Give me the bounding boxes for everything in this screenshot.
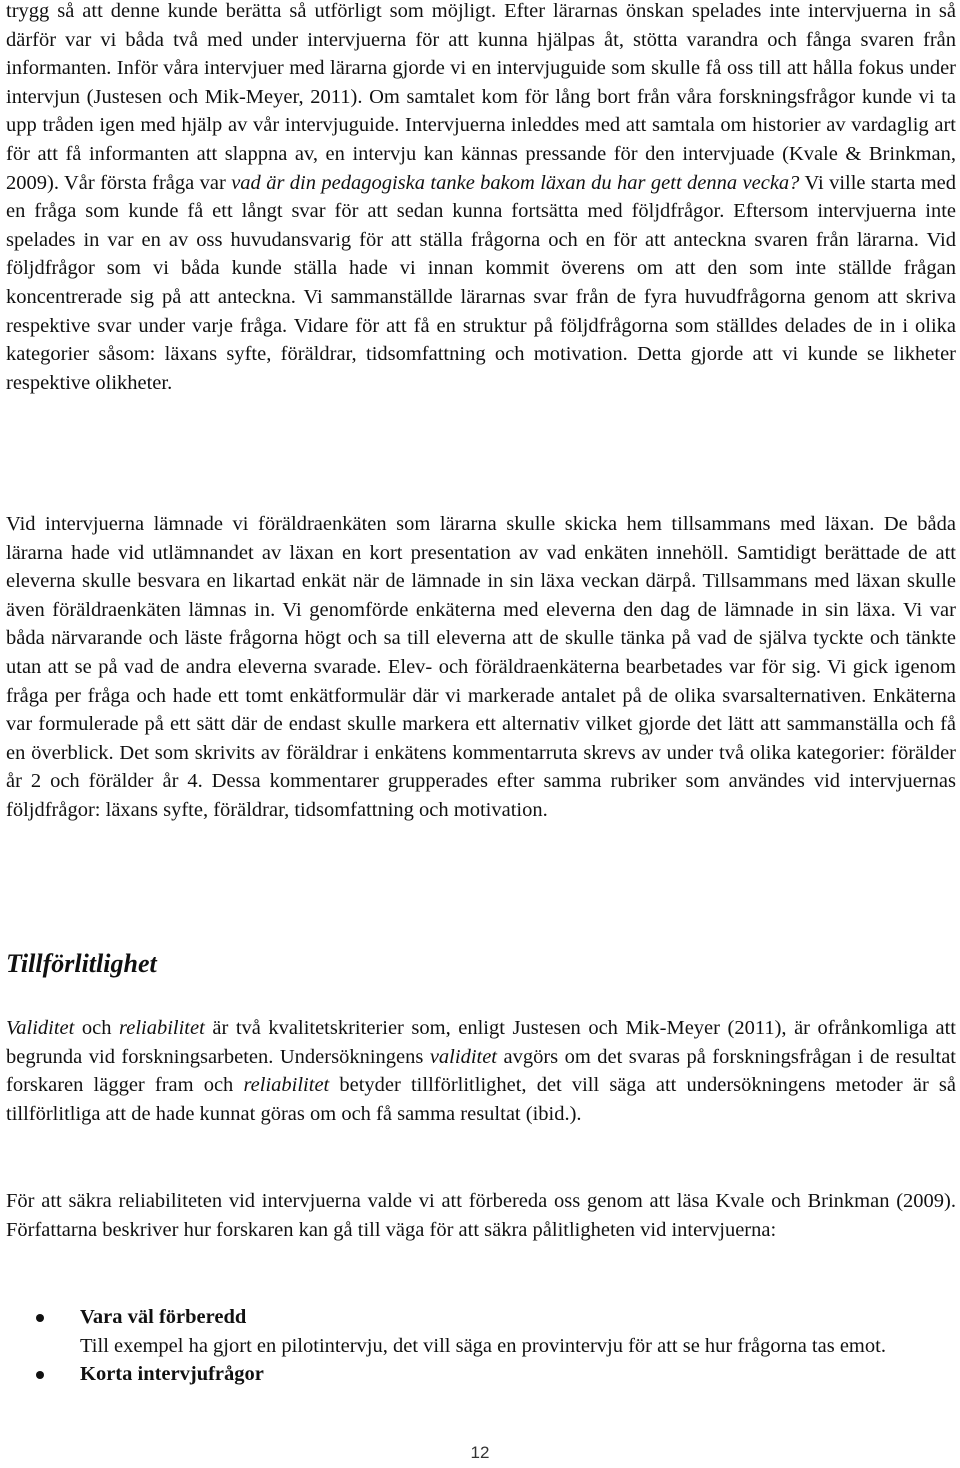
- bullet-list: [6, 1303, 956, 1389]
- term-italic: reliabilitet: [119, 1017, 205, 1039]
- paragraph-text: avgörs om det svaras på forskningsfrågan i de resultat forskaren lägger fram och: [6, 1045, 956, 1097]
- paragraph-reliability-interviews: För att säkra reliabiliteten vid intervjuerna valde vi att förbereda oss genom att läsa Kvale och Brinkman (2009). Författarna beskriver hur forskaren kan gå till väga för att säkra pålitligheten vid intervjuerna:: [6, 1190, 956, 1241]
- interview-question-italic: vad är din pedagogiska tanke bakom läxan du har gett denna vecka?: [231, 171, 800, 194]
- term-italic: validitet: [429, 1045, 498, 1068]
- page-number: 12: [470, 1443, 490, 1462]
- paragraph-text: betyder tillförlitlighet, det vill säga att undersökningens metoder är så tillförlitliga att de hade kunnat göras om och få samma resultat (ibid.).: [6, 1074, 956, 1125]
- list-item-title: Korta intervjufrågor: [80, 1363, 264, 1386]
- paragraph-surveys: Vid intervjuerna lämnade vi föräldraenkäten som lärarna skulle skicka hem tillsammans med läxan. De båda lärarna hade vid utlämnandet av läxan en kort presentation av vad enkäten innehöll. Samtidigt berättade de att eleverna skulle besvara en likartad enkät när de lämnade in sin läxa veckan därpå. Tillsammans med läxan skulle även föräldraenkäten lämnas in. Vi genomförde enkäterna med eleverna den dag de lämnade in sin läxa. Vi var båda närvarande och läste frågorna högt och sa till eleverna att de skulle tänka på vad de själva tyckte och tänkte utan att se på vad de andra eleverna svarade. Elev- och föräldraenkäterna bearbetades var för sig. Vi gick igenom fråga per fråga och hade ett tomt enkätformulär där vi markerade antalet på de olika svarsalternativen. Enkäterna var formulerade på ett sätt där de endast skulle markera ett alternativ vilket gjorde det lätt att sammanställa och få en överblick. Det som skrivits av föräldrar i enkätens kommentarruta skrevs av under två olika kategorier: förälder år 2 och förälder år 4. Dessa kommentarer grupperades efter samma rubriker som användes vid intervjuernas följdfrågor: läxans syfte, föräldrar, tidsomfattning och motivation.: [6, 513, 956, 821]
- paragraph-validity-reliability: [6, 1014, 956, 1128]
- list-item-title: Vara väl förberedd: [80, 1306, 247, 1328]
- term-italic: reliabilitet: [243, 1074, 330, 1097]
- paragraph-text: är två kvalitetskriterier som, enligt Justesen och Mik-Meyer (2011), är ofrånkomliga att begrunda vid forskningsarbeten. Undersökningens: [6, 1017, 956, 1068]
- paragraph-method-interviews: [6, 0, 956, 397]
- paragraph-text: trygg så att denne kunde berätta så utförligt som möjligt. Efter lärarnas önskan spelades inte intervjuerna in så därför var vi båda två med under intervjuerna för att kunna hjälpas åt, stötta varandra och fånga svaren från informanten. Inför våra intervjuer med lärarna gjorde vi en intervjuguide som skulle få oss till att hålla fokus under intervjun (Justesen och Mik-Meyer, 2011). Om samtalet kom för lång bort från våra forskningsfrågor kunde vi ta upp tråden igen med hjälp av vår intervjuguide. Intervjuerna inleddes med att samtala om historier av vardaglig art för att få informanten att slappna av, en intervju kan kännas pressande för den intervjuade (Kvale & Brinkman, 2009). Vår första fråga var: [6, 0, 956, 194]
- section-heading: Tillförlitlighet: [6, 949, 157, 978]
- list-item: [6, 1360, 956, 1389]
- term-italic: Validitet: [6, 1017, 75, 1039]
- bullet-dot-icon: [36, 1371, 44, 1379]
- list-item: [6, 1303, 956, 1360]
- paragraph-text: och: [74, 1017, 120, 1039]
- list-item-text: Till exempel ha gjort en pilotintervju, det vill säga en provintervju för att se hur frågorna tas emot.: [80, 1334, 886, 1357]
- paragraph-text: Vi ville starta med en fråga som kunde få ett långt svar för att sedan kunna fortsätta med följdfrågor. Eftersom intervjuerna inte spelades in var en av oss huvudansvarig för att ställa frågorna och en för att anteckna svaren från lärarna. Vid följdfrågor som vi båda kunde ställa hade vi innan kommit överens om att den som inte ställde frågan koncentrerade sig på att anteckna. Vi sammanställde lärarnas svar från de fyra huvudfrågorna genom att skriva respektive svar under varje fråga. Vidare för att få en struktur på följdfrågorna som ställdes delades de in i olika kategorier såsom: läxans syfte, föräldrar, tidsomfattning och motivation. Detta gjorde att vi kunde se likheter respektive olikheter.: [6, 171, 956, 394]
- bullet-dot-icon: [36, 1314, 44, 1322]
